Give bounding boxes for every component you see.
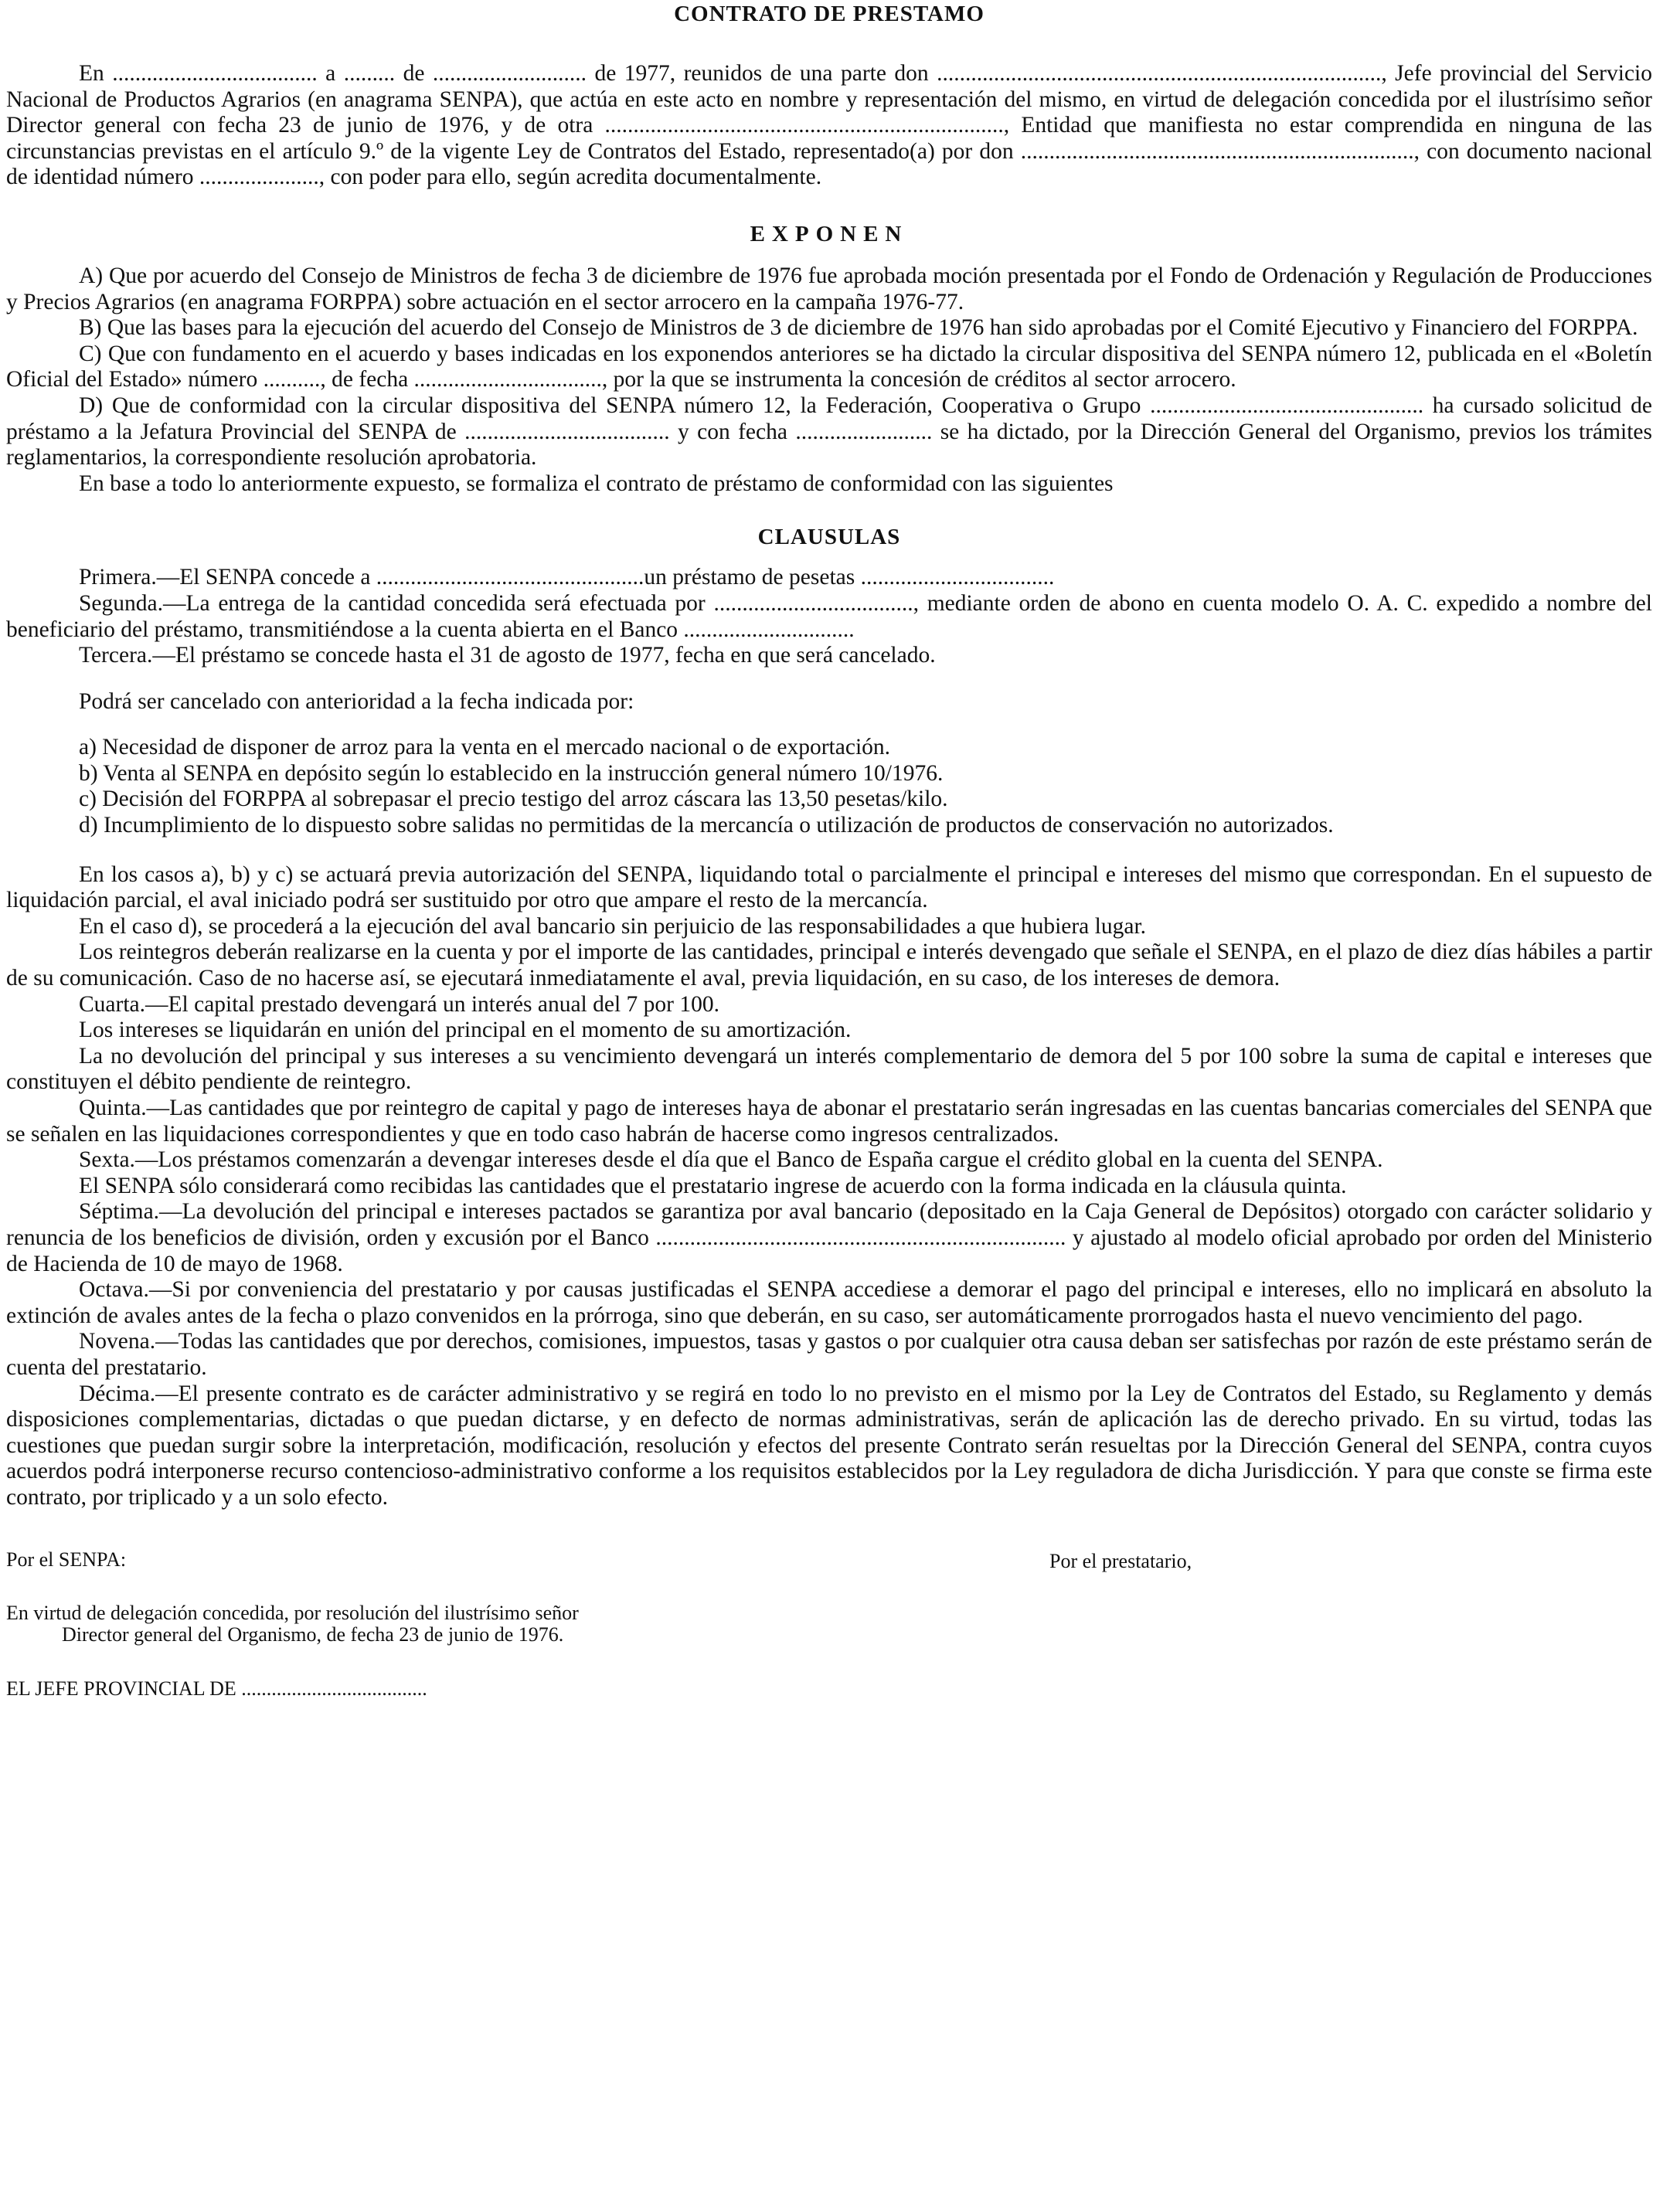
clause-quinta: Quinta.—Las cantidades que por reintegro de capital y pago de intereses haya de abonar el prestatario serán ingresadas en las cuentas bancarias comerciales del SENPA que se señalen en las liquidaciones correspondientes y que en todo caso habrán de hacerse como ingresos centralizados.	[6, 1096, 1652, 1147]
clause-paragraph: El SENPA sólo considerará como recibidas las cantidades que el prestatario ingrese de acuerdo con la forma indicada en la cláusula quinta.	[79, 1173, 1347, 1198]
clause-paragraph: Los intereses se liquidarán en unión del principal en el momento de su amortización.	[79, 1018, 852, 1043]
clause-primera: Primera.—El SENPA concede a ...............................................un préstamo de pesetas ..................................	[79, 565, 1055, 590]
clause-decima: Décima.—El presente contrato es de carácter administrativo y se regirá en todo lo no previsto en el mismo por la Ley de Contratos del Estado, su Reglamento y demás disposiciones complementarias, dictadas o que puedan dictarse, y en defecto de normas administrativas, serán de aplicación las de derecho privado. En su virtud, todas las cuestiones que puedan surgir sobre la interpretación, modificación, resolución y efectos del presente Contrato serán resueltas por la Dirección General del SENPA, contra cuyos acuerdos podrá interponerse recurso contencioso-administrativo conforme a los requisitos establecidos por la Ley reguladora de dicha Jurisdicción. Y para que conste se firma este contrato, por triplicado y a un solo efecto.	[6, 1381, 1652, 1510]
exponen-section	[6, 263, 1652, 497]
exponen-paragraph-d: D) Que de conformidad con la circular dispositiva del SENPA número 12, la Federación, Cooperativa o Grupo ................................................ ha cursado solicitud de préstamo a la Jefatura Provincial del SENPA de .................................... y con fecha ........................ se ha dictado, por la Dirección General del Organismo, previos los trámites reglamentarios, la correspondiente resolución aprobatoria.	[6, 392, 1652, 471]
clause-paragraph: En el caso d), se procederá a la ejecución del aval bancario sin perjuicio de las responsabilidades a que hubiera lugar.	[79, 913, 1147, 939]
cancel-item-b: b) Venta al SENPA en depósito según lo establecido en la instrucción general número 10/1976.	[79, 760, 944, 786]
clauses-continued	[6, 862, 1652, 1511]
delegation-line-1: En virtud de delegación concedida, por resolución del ilustrísimo señor	[6, 1601, 579, 1624]
exponen-heading: EXPONEN	[750, 221, 909, 246]
delegation-note	[6, 1602, 1652, 1646]
document-title: CONTRATO DE PRESTAMO	[674, 2, 985, 26]
cancel-intro: Podrá ser cancelado con anterioridad a la fecha indicada por:	[79, 688, 634, 714]
document-page	[6, 0, 1652, 1700]
exponen-paragraph-c: C) Que con fundamento en el acuerdo y bases indicadas en los exponendos anteriores se ha dictado la circular dispositiva del SENPA número 12, publicada en el «Boletín Oficial del Estado» número .........., de fecha ................................., por la que se instrumenta la concesión de créditos al sector arrocero.	[6, 341, 1652, 392]
clause-segunda: Segunda.—La entrega de la cantidad concedida será efectuada por ..................................., mediante orden de abono en cuenta modelo O. A. C. expedido a nombre del beneficiario del préstamo, transmitiéndose a la cuenta abierta en el Banco ..............................	[6, 590, 1652, 642]
clausulas-heading: CLAUSULAS	[757, 525, 901, 550]
clause-sexta: Sexta.—Los préstamos comenzarán a devengar intereses desde el día que el Banco de España cargue el crédito global en la cuenta del SENPA.	[79, 1147, 1383, 1173]
cancel-item-d: d) Incumplimiento de lo dispuesto sobre salidas no permitidas de la mercancía o utilización de productos de conservación no autorizados.	[79, 813, 1334, 838]
delegation-line-2: Director general del Organismo, de fecha 23 de junio de 1976.	[62, 1622, 564, 1646]
exponen-conclusion: En base a todo lo anteriormente expuesto, se formaliza el contrato de préstamo de conformidad con las siguientes	[79, 471, 1114, 496]
clause-tercera: Tercera.—El préstamo se concede hasta el 31 de agosto de 1977, fecha en que será cancelado.	[79, 643, 936, 668]
signature-senpa-label: Por el SENPA:	[6, 1548, 127, 1571]
signature-row	[6, 1542, 1652, 1596]
clause-novena: Novena.—Todas las cantidades que por derechos, comisiones, impuestos, tasas y gastos o por cualquier otra causa deban ser satisfechas por razón de este préstamo serán de cuenta del prestatario.	[6, 1329, 1652, 1380]
exponen-paragraph-b: B) Que las bases para la ejecución del acuerdo del Consejo de Ministros de 3 de diciembre de 1976 han sido aprobadas por el Comité Ejecutivo y Financiero del FORPPA.	[79, 315, 1638, 341]
cancel-items-list	[6, 735, 1652, 838]
jefe-provincial-line: EL JEFE PROVINCIAL DE .....................................	[6, 1677, 427, 1700]
clause-septima: Séptima.—La devolución del principal e intereses pactados se garantiza por aval bancario (depositado en la Caja General de Depósitos) otorgado con carácter solidario y renuncia de los beneficios de división, orden y excusión por el Banco ........................................................................ y ajustado al modelo oficial aprobado por orden del Ministerio de Hacienda de 10 de mayo de 1968.	[6, 1199, 1652, 1276]
cancel-item-c: c) Decisión del FORPPA al sobrepasar el precio testigo del arroz cáscara las 13,50 pesetas/kilo.	[79, 787, 948, 812]
clause-paragraph: La no devolución del principal y sus intereses a su vencimiento devengará un interés complementario de demora del 5 por 100 sobre la suma de capital e intereses que constituyen el débito pendiente de reintegro.	[6, 1043, 1652, 1095]
intro-paragraph: En .................................... a ......... de ........................... de 1977, reunidos de una parte don .............................................................................., Jefe provincial del Servicio Nacional de Productos Agrarios (en anagrama SENPA), que actúa en este acto en nombre y representación del mismo, en virtud de delegación concedida por el ilustrísimo señor Director general con fecha 23 de junio de 1976, y de otra ......................................................................, Entidad que manifiesta no estar comprendida en ninguna de las circunstancias previstas en el artículo 9.º de la vigente Ley de Contratos del Estado, representado(a) por don ....................................................................., con documento nacional de identidad número ....................., con poder para ello, según acredita documentalmente.	[6, 61, 1652, 190]
clause-cuarta: Cuarta.—El capital prestado devengará un interés anual del 7 por 100.	[79, 991, 719, 1017]
signature-prestatario-label: Por el prestatario,	[1049, 1549, 1192, 1572]
exponen-paragraph-a: A) Que por acuerdo del Consejo de Ministros de fecha 3 de diciembre de 1976 fue aprobada moción presentada por el Fondo de Ordenación y Regulación de Producciones y Precios Agrarios (en anagrama FORPPA) sobre actuación en el sector arrocero en la campaña 1976-77.	[6, 263, 1652, 314]
clause-paragraph: En los casos a), b) y c) se actuará previa autorización del SENPA, liquidando total o parcialmente el principal e intereses del mismo que correspondan. En el supuesto de liquidación parcial, el aval iniciado podrá ser sustituido por otro que ampare el resto de la mercancía.	[6, 861, 1652, 913]
cancel-item-a: a) Necesidad de disponer de arroz para la venta en el mercado nacional o de exportación.	[79, 735, 891, 760]
clausulas-section	[6, 565, 1652, 1510]
clause-octava: Octava.—Si por conveniencia del prestatario y por causas justificadas el SENPA accediese a demorar el pago del principal e intereses, ello no implicará en absoluto la extinción de avales antes de la fecha o plazo convenidos en la prórroga, sino que deberán, en su caso, ser automáticamente prorrogados hasta el nuevo vencimiento del pago.	[6, 1277, 1652, 1328]
clause-paragraph: Los reintegros deberán realizarse en la cuenta y por el importe de las cantidades, principal e interés devengado que señale el SENPA, en el plazo de diez días hábiles a partir de su comunicación. Caso de no hacerse así, se ejecutará inmediatamente el aval, previa liquidación, en su caso, de los intereses de demora.	[6, 940, 1652, 991]
